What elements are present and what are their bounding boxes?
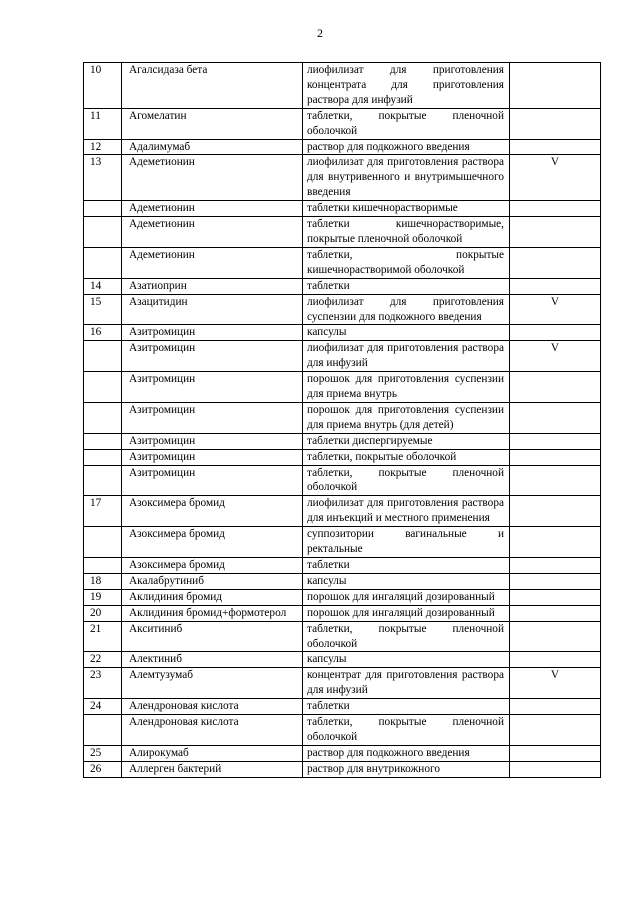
vzn-mark [510,527,601,558]
row-number: 25 [84,745,122,761]
drug-name: Акситиниб [122,621,303,652]
drug-name: Акалабрутиниб [122,573,303,589]
dosage-form: лиофилизат для приготовления раствора для инфузий [303,341,510,372]
table-body [84,63,601,778]
row-number: 23 [84,668,122,699]
drug-name: Азитромицин [122,372,303,403]
vzn-mark [510,433,601,449]
dosage-form: таблетки кишечнорастворимые, покрытые пленочной оболочкой [303,217,510,248]
vzn-mark [510,573,601,589]
row-number [84,247,122,278]
table-row [84,247,601,278]
dosage-form: таблетки [303,558,510,574]
row-number [84,465,122,496]
row-number [84,341,122,372]
table-row [84,278,601,294]
vzn-mark [510,465,601,496]
vzn-mark [510,247,601,278]
row-number: 13 [84,155,122,201]
table-row [84,715,601,746]
vzn-mark [510,402,601,433]
row-number: 22 [84,652,122,668]
row-number: 10 [84,63,122,109]
dosage-form: лиофилизат для приготовления раствора для инъекций и местного применения [303,496,510,527]
vzn-mark [510,589,601,605]
dosage-form: таблетки диспергируемые [303,433,510,449]
drug-name: Адалимумаб [122,139,303,155]
vzn-mark [510,449,601,465]
table-row [84,108,601,139]
dosage-form: капсулы [303,652,510,668]
row-number: 11 [84,108,122,139]
vzn-mark [510,496,601,527]
drug-name: Азитромицин [122,402,303,433]
table-row [84,402,601,433]
dosage-form: порошок для ингаляций дозированный [303,605,510,621]
row-number [84,201,122,217]
row-number: 16 [84,325,122,341]
drug-name: Алирокумаб [122,745,303,761]
dosage-form: концентрат для приготовления раствора для инфузий [303,668,510,699]
table-row [84,433,601,449]
row-number: 21 [84,621,122,652]
table-row [84,761,601,777]
row-number [84,449,122,465]
vzn-mark [510,278,601,294]
table-row [84,341,601,372]
table-row [84,605,601,621]
table-row [84,652,601,668]
dosage-form: таблетки, покрытые пленочной оболочкой [303,465,510,496]
drug-name: Азитромицин [122,449,303,465]
table-row [84,699,601,715]
table-row [84,201,601,217]
vzn-mark [510,745,601,761]
dosage-form: капсулы [303,325,510,341]
drug-name: Адеметионин [122,201,303,217]
dosage-form: капсулы [303,573,510,589]
table-row [84,573,601,589]
dosage-form: раствор для подкожного введения [303,745,510,761]
row-number: 17 [84,496,122,527]
drug-name: Азацитидин [122,294,303,325]
table-row [84,668,601,699]
page-number: 2 [317,26,323,40]
table-row [84,372,601,403]
drug-name: Азитромицин [122,465,303,496]
vzn-mark [510,761,601,777]
vzn-mark: V [510,155,601,201]
vzn-mark [510,558,601,574]
drug-name: Аклидиния бромид+формотерол [122,605,303,621]
dosage-form: раствор для подкожного введения [303,139,510,155]
vzn-mark [510,372,601,403]
row-number [84,217,122,248]
row-number: 15 [84,294,122,325]
dosage-form: порошок для приготовления суспензии для приема внутрь [303,372,510,403]
table-row [84,496,601,527]
drug-name: Аллерген бактерий [122,761,303,777]
drug-name: Агомелатин [122,108,303,139]
dosage-form: раствор для внутрикожного [303,761,510,777]
drug-name: Адеметионин [122,155,303,201]
drug-name: Алектиниб [122,652,303,668]
dosage-form: порошок для приготовления суспензии для приема внутрь (для детей) [303,402,510,433]
dosage-form: порошок для ингаляций дозированный [303,589,510,605]
vzn-mark [510,139,601,155]
dosage-form: таблетки кишечнорастворимые [303,201,510,217]
drug-name: Аклидиния бромид [122,589,303,605]
dosage-form: лиофилизат для приготовления раствора для внутривенного и внутримышечного введения [303,155,510,201]
table-row [84,558,601,574]
table-row [84,449,601,465]
row-number: 24 [84,699,122,715]
drug-name: Азоксимера бромид [122,558,303,574]
vzn-mark [510,715,601,746]
vzn-mark [510,201,601,217]
table-row [84,155,601,201]
dosage-form: таблетки, покрытые пленочной оболочкой [303,715,510,746]
drug-name: Алендроновая кислота [122,715,303,746]
row-number: 19 [84,589,122,605]
drug-name: Азитромицин [122,341,303,372]
table-row [84,621,601,652]
vzn-mark [510,63,601,109]
vzn-mark [510,605,601,621]
table-row [84,63,601,109]
vzn-mark [510,217,601,248]
drug-name: Азитромицин [122,325,303,341]
drug-name: Адеметионин [122,247,303,278]
vzn-mark [510,325,601,341]
table-row [84,325,601,341]
table-row [84,745,601,761]
row-number: 12 [84,139,122,155]
dosage-form: таблетки, покрытые пленочной оболочкой [303,621,510,652]
row-number [84,715,122,746]
dosage-form: таблетки, покрытые оболочкой [303,449,510,465]
dosage-form: таблетки [303,699,510,715]
table-row [84,527,601,558]
drug-name: Агалсидаза бета [122,63,303,109]
dosage-form: лиофилизат для приготовления концентрата для приготовления раствора для инфузий [303,63,510,109]
drug-name: Азоксимера бромид [122,496,303,527]
row-number: 14 [84,278,122,294]
vzn-mark [510,699,601,715]
drug-name: Адеметионин [122,217,303,248]
row-number [84,433,122,449]
row-number: 18 [84,573,122,589]
vzn-mark [510,108,601,139]
table-row [84,465,601,496]
table-row [84,589,601,605]
drug-name: Алемтузумаб [122,668,303,699]
row-number: 20 [84,605,122,621]
drug-name: Азитромицин [122,433,303,449]
table-row [84,139,601,155]
dosage-form: таблетки, покрытые кишечнорастворимой оболочкой [303,247,510,278]
vzn-mark [510,621,601,652]
row-number [84,372,122,403]
table-row [84,217,601,248]
drug-name: Азоксимера бромид [122,527,303,558]
drug-name: Азатиоприн [122,278,303,294]
dosage-form: таблетки [303,278,510,294]
row-number: 26 [84,761,122,777]
vzn-mark [510,652,601,668]
drug-name: Алендроновая кислота [122,699,303,715]
vzn-mark: V [510,668,601,699]
table-row [84,294,601,325]
dosage-form: таблетки, покрытые пленочной оболочкой [303,108,510,139]
row-number [84,527,122,558]
dosage-form: лиофилизат для приготовления суспензии для подкожного введения [303,294,510,325]
row-number [84,558,122,574]
dosage-form: суппозитории вагинальные и ректальные [303,527,510,558]
vzn-mark: V [510,341,601,372]
vzn-mark: V [510,294,601,325]
drug-table [83,62,601,778]
row-number [84,402,122,433]
